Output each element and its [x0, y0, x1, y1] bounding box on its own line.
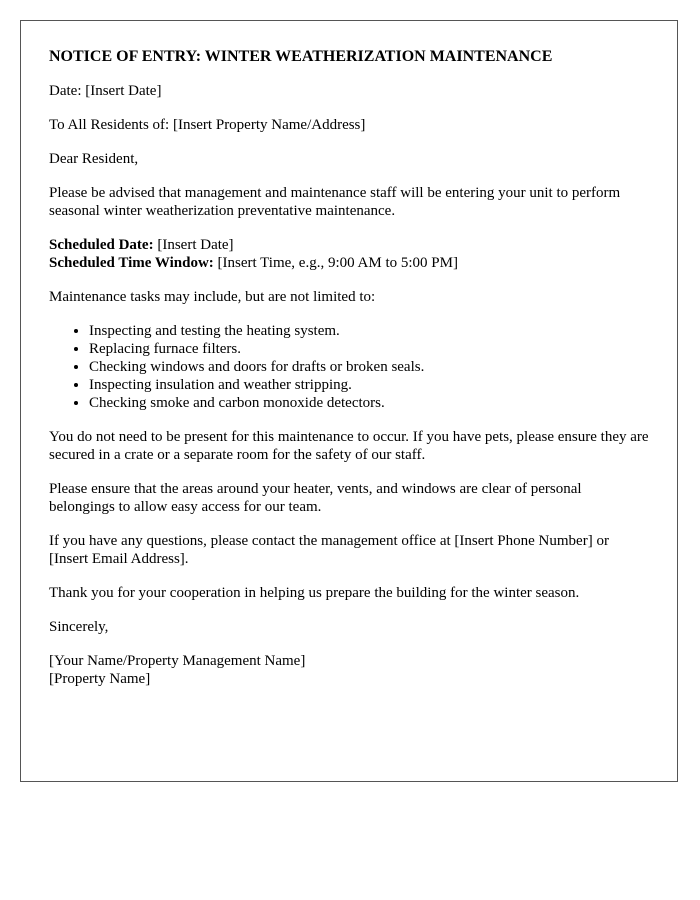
schedule-block	[49, 236, 649, 272]
list-item: • Checking windows and doors for drafts or broken seals.	[89, 358, 649, 376]
tasks-intro: Maintenance tasks may include, but are not limited to:	[49, 289, 376, 305]
signature-block	[49, 652, 649, 688]
list-item: • Inspecting and testing the heating system.	[89, 322, 649, 340]
scheduled-time-line	[49, 254, 649, 272]
scheduled-date-value: [Insert Date]	[153, 237, 234, 253]
notice-title: NOTICE OF ENTRY: WINTER WEATHERIZATION MAINTENANCE	[49, 48, 553, 65]
intro-paragraph: Please be advised that management and maintenance staff will be entering your unit to perform seasonal winter weatherization preventative maintenance.	[49, 185, 621, 219]
closing: Sincerely,	[49, 619, 109, 635]
list-item: • Replacing furnace filters.	[89, 340, 649, 358]
list-item: • Inspecting insulation and weather stripping.	[89, 376, 649, 394]
access-paragraph: Please ensure that the areas around your heater, vents, and windows are clear of personal belongings to allow easy access for our team.	[49, 481, 582, 515]
tasks-list	[49, 322, 649, 412]
salutation: Dear Resident,	[49, 151, 139, 167]
scheduled-time-label: Scheduled Time Window:	[49, 255, 214, 271]
notice-document	[20, 20, 678, 782]
list-item: • Checking smoke and carbon monoxide detectors.	[89, 394, 649, 412]
date-line: Date: [Insert Date]	[49, 83, 162, 99]
contact-paragraph: If you have any questions, please contact the management office at [Insert Phone Number] or [Insert Email Address].	[49, 533, 609, 567]
recipients-line: To All Residents of: [Insert Property Name/Address]	[49, 117, 366, 133]
scheduled-date-label: Scheduled Date:	[49, 237, 154, 253]
presence-paragraph: You do not need to be present for this maintenance to occur. If you have pets, please ensure they are secured in a crate or a separate room for the safety of our staff.	[49, 429, 649, 463]
thanks-paragraph: Thank you for your cooperation in helping us prepare the building for the winter season.	[49, 585, 580, 601]
signature-property: [Property Name]	[49, 671, 151, 687]
signature-name: [Your Name/Property Management Name]	[49, 653, 306, 669]
scheduled-date-line	[49, 236, 649, 254]
scheduled-time-value: [Insert Time, e.g., 9:00 AM to 5:00 PM]	[213, 255, 458, 271]
